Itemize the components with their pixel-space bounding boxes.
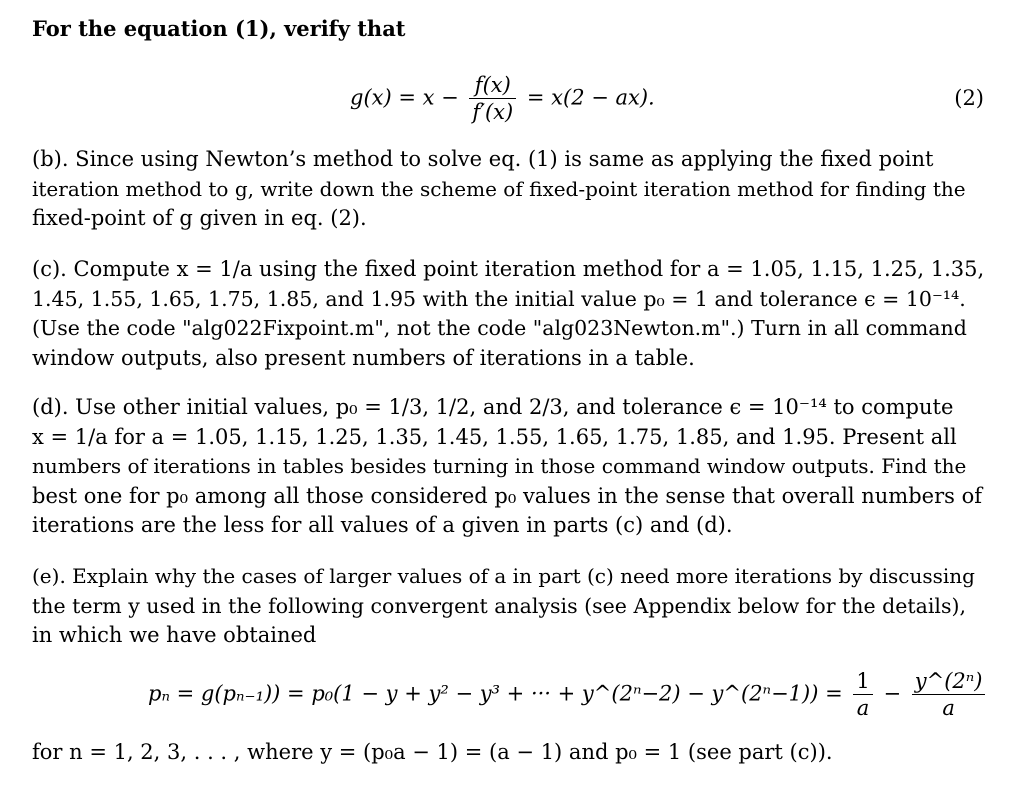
heading: For the equation (1), verify that <box>32 16 406 41</box>
part-c-paragraph <box>32 255 987 373</box>
equation-pn-fraction-1-denominator: a <box>856 696 870 721</box>
equation-2 <box>0 72 1024 132</box>
equation-pn-fraction-1-numerator: 1 <box>853 668 872 695</box>
part-e-line: the term y used in the following convergent analysis (see Appendix below for the details), <box>32 593 967 618</box>
equation-2-rhs: = x(2 − ax). <box>526 85 655 110</box>
final-line-text: for n = 1, 2, 3, . . . , where y = (p₀a − 1) = (a − 1) and p₀ = 1 (see part (c)). <box>32 740 833 764</box>
part-c-line: (c). Compute x = 1/a using the fixed point iteration method for a = 1.05, 1.15, 1.25, 1.35, <box>32 257 985 281</box>
part-b-line: iteration method to g, write down the scheme of fixed-point iteration method for finding the <box>32 176 966 201</box>
equation-pn-body <box>148 668 989 722</box>
equation-2-denominator: f′(x) <box>472 100 514 125</box>
equation-pn-fraction-2 <box>912 668 986 722</box>
equation-2-body <box>350 72 655 126</box>
equation-pn-fraction-2-denominator: a <box>942 696 955 721</box>
part-d-paragraph <box>32 393 987 541</box>
part-d-line: best one for p₀ among all those considered p₀ values in the sense that overall numbers of <box>32 483 982 508</box>
part-b-line: (b). Since using Newton’s method to solve eq. (1) is same as applying the fixed point <box>32 147 934 171</box>
part-d-line: (d). Use other initial values, p₀ = 1/3, 1/2, and 2/3, and tolerance ϵ = 10⁻¹⁴ to compute <box>32 395 954 419</box>
part-e-paragraph <box>32 562 987 651</box>
part-c-line: window outputs, also present numbers of iterations in a table. <box>32 345 695 370</box>
part-d-line: x = 1/a for a = 1.05, 1.15, 1.25, 1.35, 1.45, 1.55, 1.65, 1.75, 1.85, and 1.95. Present all <box>32 424 957 449</box>
equation-2-number: (2) <box>954 86 984 110</box>
part-e-line: (e). Explain why the cases of larger values of a in part (c) need more iterations by discussing <box>32 564 975 588</box>
part-c-line: (Use the code "alg022Fixpoint.m", not the code "alg023Newton.m".) Turn in all command <box>32 316 967 340</box>
equation-2-lhs: g(x) = x − <box>350 85 459 110</box>
equation-pn-fraction-1 <box>853 668 872 722</box>
equation-2-fraction <box>469 72 516 126</box>
part-c-line: 1.45, 1.55, 1.65, 1.75, 1.85, and 1.95 with the initial value p₀ = 1 and tolerance ϵ = 10⁻¹⁴. <box>32 286 966 311</box>
equation-pn <box>0 668 1024 726</box>
equation-pn-minus: − <box>883 681 902 706</box>
equation-pn-lhs: pₙ = g(pₙ₋₁)) = p₀(1 − y + y² − y³ + ··· + y^(2ⁿ−2) − y^(2ⁿ−1)) = <box>148 681 843 706</box>
equation-pn-fraction-2-numerator: y^(2ⁿ) <box>912 668 986 695</box>
part-b-paragraph <box>32 145 987 234</box>
equation-2-numerator: f(x) <box>469 72 516 99</box>
part-d-line: iterations are the less for all values of a given in parts (c) and (d). <box>32 513 733 537</box>
part-e-line: in which we have obtained <box>32 623 317 647</box>
final-line <box>32 738 987 768</box>
part-b-line: fixed-point of g given in eq. (2). <box>32 206 367 230</box>
part-d-line: numbers of iterations in tables besides turning in those command window outputs. Find the <box>32 454 967 478</box>
